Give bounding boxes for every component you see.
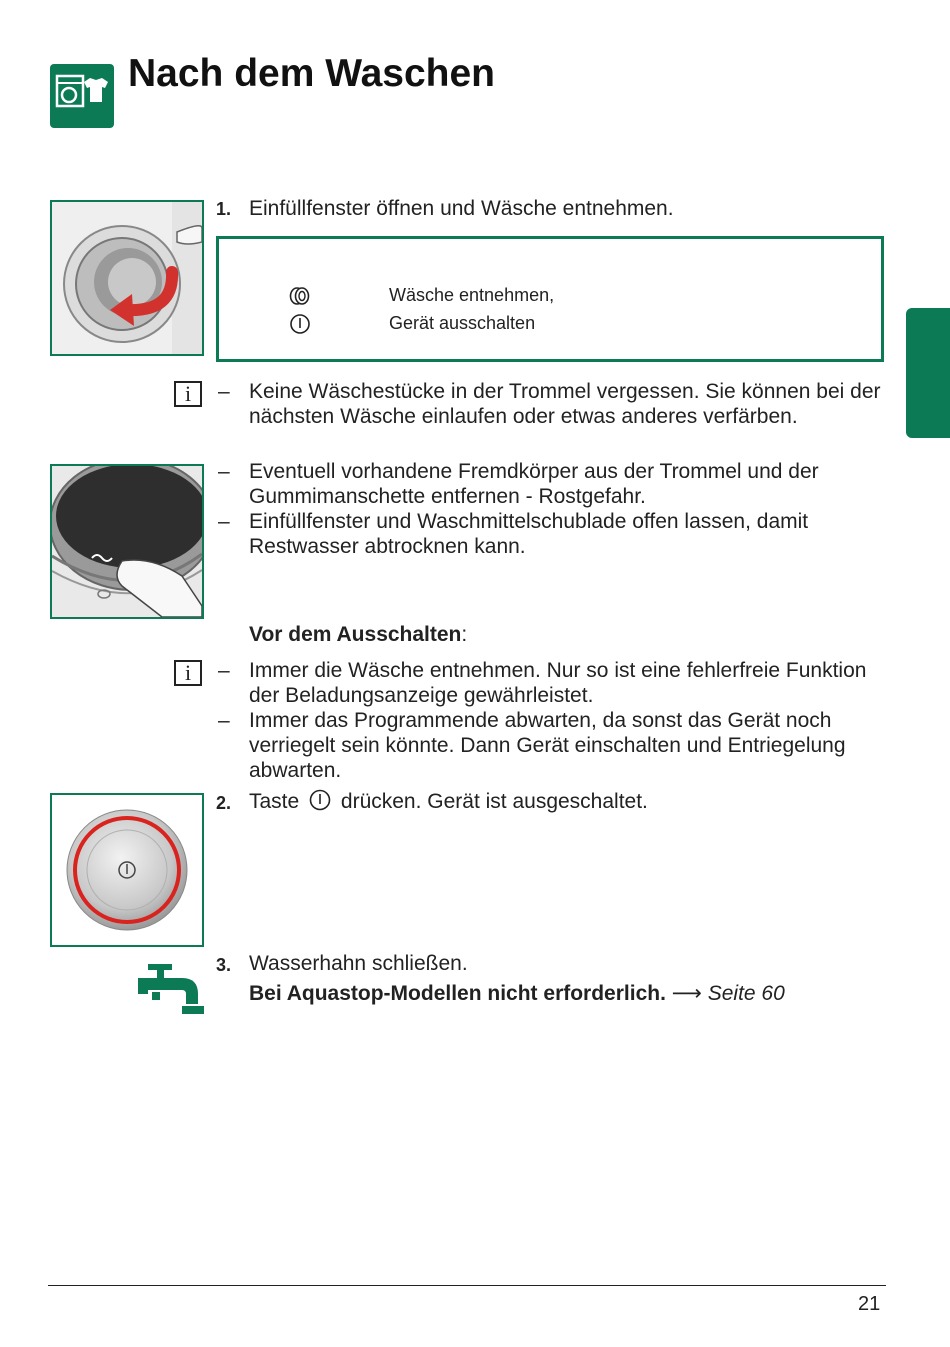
display-text: Wäsche entnehmen, [389,285,555,305]
water-tap-icon [138,962,206,1021]
washing-machine-shirt-icon [50,64,114,128]
open-door-illustration [50,200,204,356]
bullet-dash: – [218,709,230,732]
info-icon: i [174,660,202,686]
display-text: Gerät ausschalten [389,313,536,333]
laundry-remove-icon [289,286,311,311]
note-text: Immer die Wäsche entnehmen. Nur so ist eine fehlerfreie Funktion der Beladungsanzeige gewährleistet. [249,659,867,707]
page-number: 21 [858,1293,881,1315]
step-number: 3. [216,955,232,975]
before-off-heading: Vor dem Ausschalten: [249,623,468,646]
power-icon [309,789,331,817]
arrow-icon: ⟶ [671,982,702,1005]
power-button-illustration [50,793,204,947]
aquastop-note: Bei Aquastop-Modellen nicht erforderlich. ⟶ Seite 60 [249,982,785,1005]
step-1-text: Einfüllfenster öffnen und Wäsche entnehmen. [249,197,674,220]
step-number: 1. [216,199,232,219]
note-text: Eventuell vorhandene Fremdkörper aus der Trommel und der Gummimanschette entfernen - Rostgefahr. [249,460,819,508]
note-text: Immer das Programmende abwarten, da sonst das Gerät noch verriegelt sein könnte. Dann Gerät einschalten und Entriegelung abwarten. [249,709,846,782]
bullet-dash: – [218,460,230,483]
drum-gasket-illustration [50,464,204,619]
step-2-text: Taste drücken. Gerät ist ausgeschaltet. [249,789,648,817]
section-tab [906,308,950,438]
page-title: Nach dem Waschen [128,52,495,95]
step-3-text: Wasserhahn schließen. [249,952,468,975]
footer-divider [48,1285,886,1286]
page-reference-link[interactable]: Seite 60 [707,982,785,1005]
step-number: 2. [216,793,232,813]
bullet-dash: – [218,380,230,403]
power-icon [289,313,311,340]
bullet-dash: – [218,510,230,533]
bullet-dash: – [218,659,230,682]
info-icon: i [174,381,202,407]
note-text: Einfüllfenster und Waschmittelschublade offen lassen, damit Restwasser abtrocknen kann. [249,510,809,558]
note-text: Keine Wäschestücke in der Trommel vergessen. Sie können bei der nächsten Wäsche einlaufen oder etwas anderes verfärben. [249,380,881,428]
